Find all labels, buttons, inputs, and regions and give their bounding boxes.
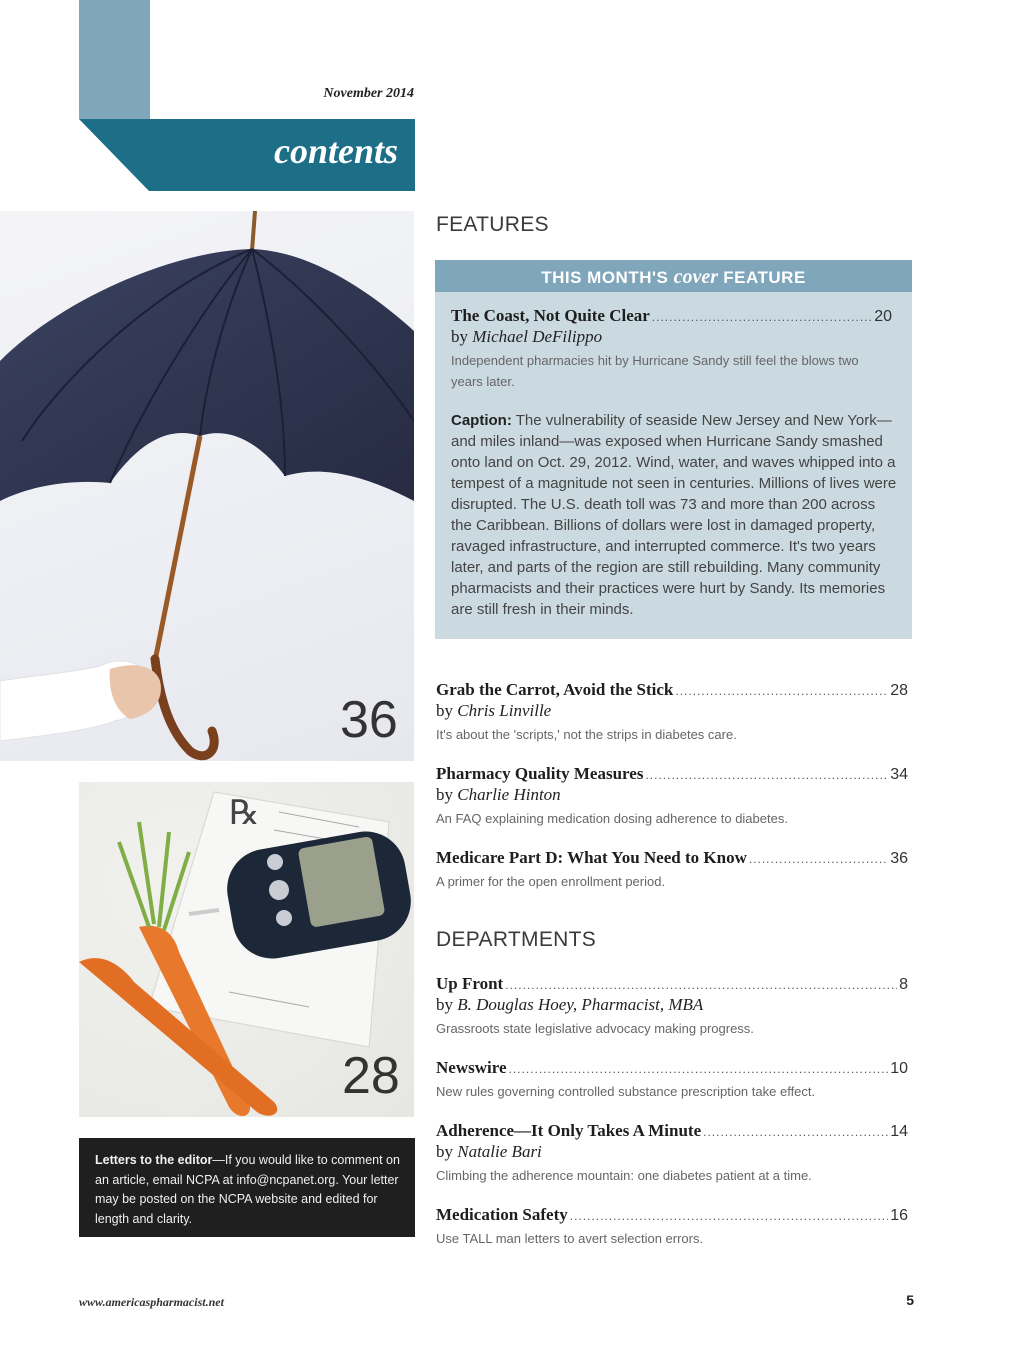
page-title: contents (273, 131, 398, 171)
footer-url[interactable]: www.americaspharmacist.net (79, 1295, 224, 1309)
umbrella-page-reference: 36 (340, 691, 398, 749)
entry-author: Natalie Bari (457, 1142, 542, 1161)
leader-dots (703, 1125, 888, 1139)
cover-story-entry[interactable] (451, 306, 892, 392)
entry-author: Charlie Hinton (457, 785, 561, 804)
toc-entry[interactable] (436, 1121, 908, 1186)
entry-page: 14 (890, 1123, 908, 1140)
header-accent-tab (79, 0, 150, 119)
entry-title[interactable]: Pharmacy Quality Measures (436, 764, 644, 783)
entry-title[interactable]: Grab the Carrot, Avoid the Stick (436, 680, 674, 699)
entry-author: Michael DeFilippo (472, 327, 603, 346)
entry-page: 10 (890, 1060, 908, 1077)
entry-title[interactable]: Medicare Part D: What You Need to Know (436, 848, 747, 867)
entry-byline: by B. Douglas Hoey, Pharmacist, MBA (436, 995, 704, 1014)
letters-body: —If you would like to comment on an article, email NCPA at info@ncpanet.org. Your letter may be posted on the NCPA website and edited for length and clarity. (95, 1153, 400, 1226)
cover-feature-bar (435, 260, 912, 292)
leader-dots (570, 1209, 888, 1223)
leader-dots (652, 310, 872, 324)
caption-label: Caption: (451, 412, 512, 429)
toc-entry[interactable] (436, 764, 908, 829)
toc-entry[interactable] (436, 680, 908, 745)
entry-page: 34 (890, 766, 908, 783)
entry-title[interactable]: Medication Safety (436, 1205, 568, 1224)
cover-caption (451, 410, 899, 620)
features-heading: FEATURES (436, 213, 549, 236)
entry-title[interactable]: Adherence—It Only Takes A Minute (436, 1121, 702, 1140)
entry-description: New rules governing controlled substance prescription take effect. (436, 1084, 816, 1099)
toc-entry[interactable] (436, 1058, 908, 1102)
leader-dots (505, 978, 897, 992)
entry-description: An FAQ explaining medication dosing adherence to diabetes. (436, 811, 788, 826)
departments-heading: DEPARTMENTS (436, 928, 597, 951)
cover-bar-prefix: THIS MONTH'S (541, 268, 669, 287)
entry-page: 8 (899, 976, 908, 993)
leader-dots (645, 768, 888, 782)
letters-lead: Letters to the editor (95, 1153, 213, 1167)
carrot-page-reference: 28 (342, 1047, 400, 1105)
issue-date: November 2014 (323, 86, 414, 101)
rx-icon: ℞ (229, 795, 260, 832)
entry-title[interactable]: Up Front (436, 974, 504, 993)
entry-byline: by Michael DeFilippo (451, 327, 603, 346)
entry-title[interactable]: Newswire (436, 1058, 507, 1077)
caption-text: The vulnerability of seaside New Jersey and New York—and miles inland—was exposed when Hurricane Sandy smashed onto land on Oct. 29, 2012. Wind, water, and waves whipped into a tempest of a magnitude not seen in centuries. Millions of lives were disrupted. The U.S. death toll was 73 and more than 200 across the Caribbean. Billions of dollars were lost in damaged property, ravaged infrastructure, and interrupted commerce. It's two years later, and parts of the region are still rebuilding. Many community pharmacists and their practices were hurt by Sandy. Its memories are still fresh in their minds. (451, 412, 897, 618)
entry-title[interactable]: The Coast, Not Quite Clear (451, 306, 650, 325)
toc-entry[interactable] (436, 1205, 908, 1249)
entry-page: 16 (890, 1207, 908, 1224)
entry-description: Use TALL man letters to avert selection errors. (436, 1231, 704, 1246)
entry-description: It's about the 'scripts,' not the strips in diabetes care. (436, 727, 737, 742)
entry-description: Climbing the adherence mountain: one diabetes patient at a time. (436, 1168, 812, 1183)
leader-dots (675, 684, 888, 698)
entry-description: Grassroots state legislative advocacy making progress. (436, 1021, 754, 1036)
cover-bar-italic: cover (673, 266, 719, 288)
entry-description: A primer for the open enrollment period. (436, 874, 666, 889)
entry-page: 28 (890, 682, 908, 699)
cover-bar-suffix: FEATURE (723, 268, 806, 287)
leader-dots (509, 1062, 889, 1076)
entry-description: Independent pharmacies hit by Hurricane Sandy still feel the blows two years later. (451, 353, 859, 389)
entry-byline: by Charlie Hinton (436, 785, 561, 804)
page-number: 5 (906, 1292, 914, 1308)
entry-author: B. Douglas Hoey, Pharmacist, MBA (457, 995, 704, 1014)
leader-dots (749, 852, 888, 866)
entry-page: 36 (890, 850, 908, 867)
umbrella-illustration (0, 211, 414, 761)
toc-entry[interactable] (436, 974, 908, 1039)
entry-byline: by Natalie Bari (436, 1142, 542, 1161)
toc-entry[interactable] (436, 848, 908, 892)
letters-to-editor-box (79, 1138, 415, 1237)
entry-page: 20 (874, 308, 892, 325)
entry-author: Chris Linville (457, 701, 552, 720)
umbrella-photo (0, 211, 414, 761)
entry-byline: by Chris Linville (436, 701, 552, 720)
